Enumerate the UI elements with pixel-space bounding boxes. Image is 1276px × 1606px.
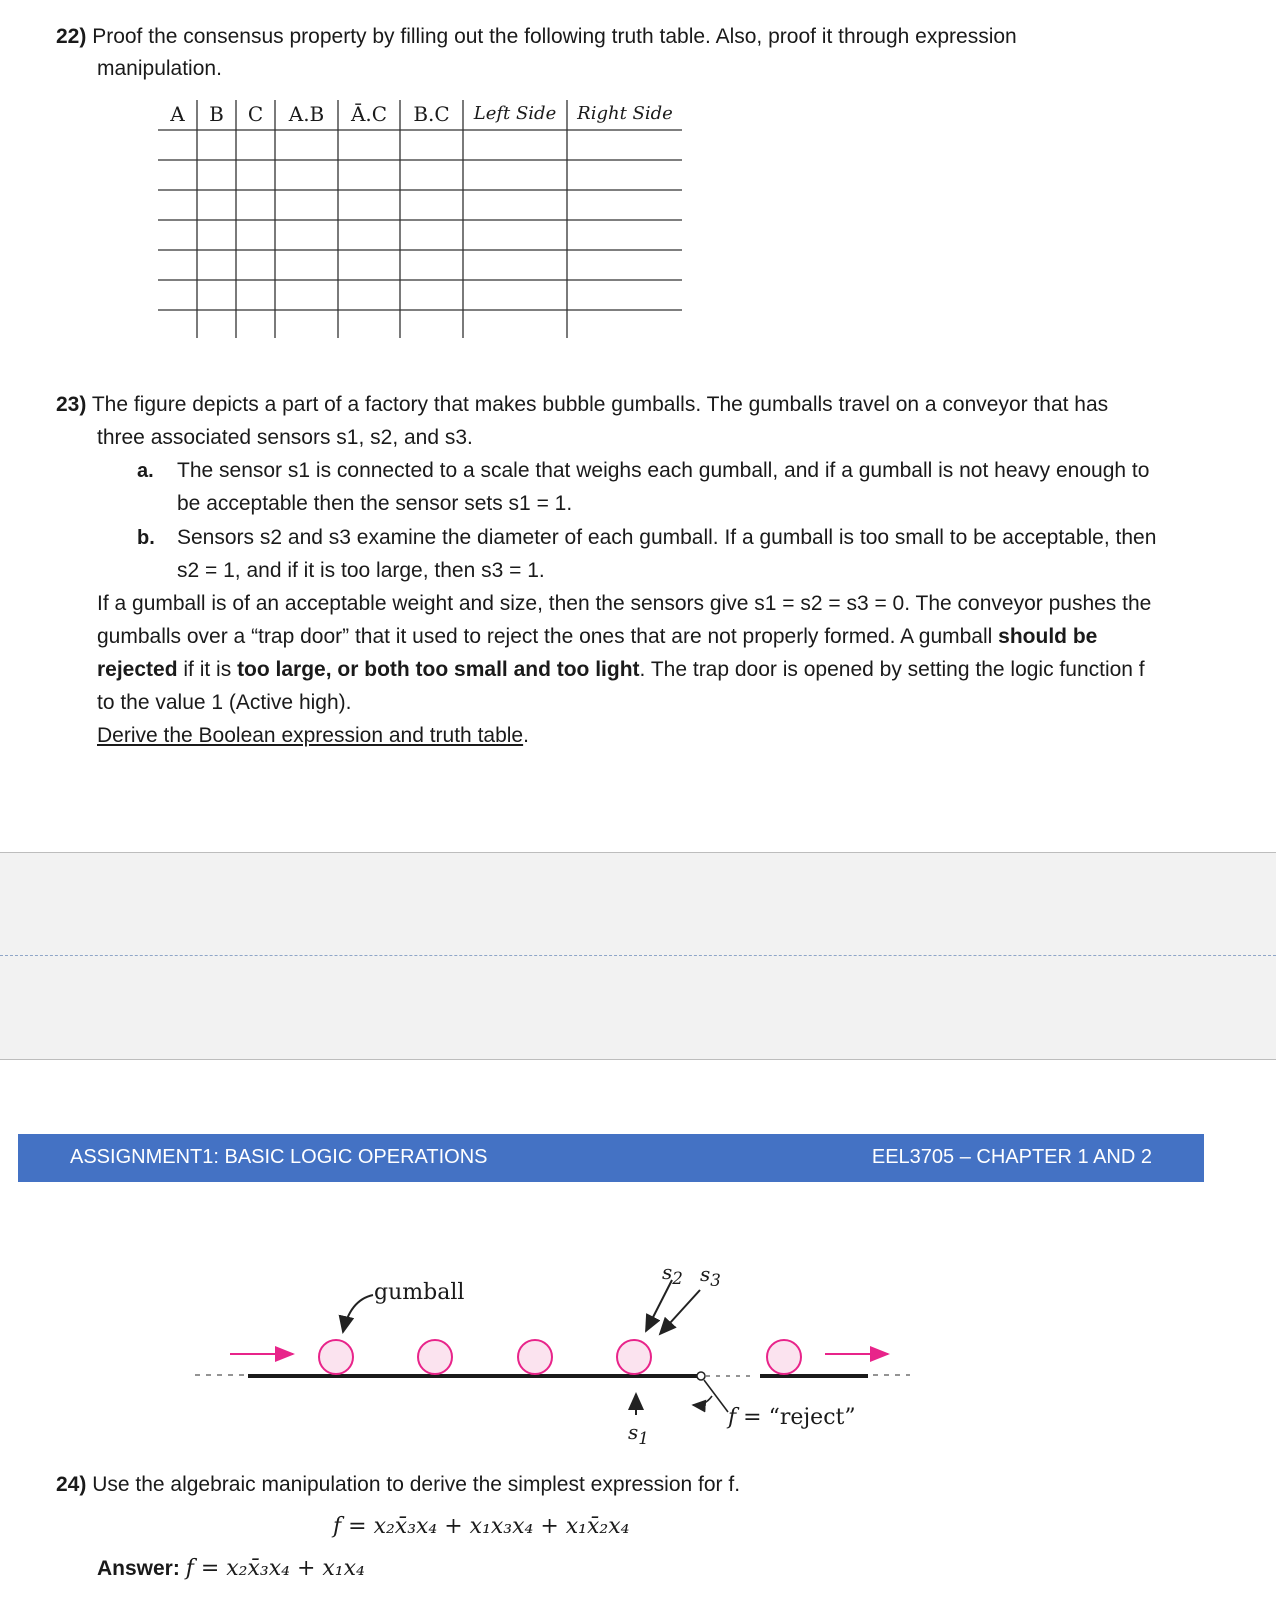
q23-derive-period: .	[523, 724, 529, 747]
page-header-banner	[18, 1134, 1204, 1182]
q23-para-line3-text-b: . The trap door is opened by setting the logic function f	[639, 658, 1145, 681]
q23-derive-instruction: Derive the Boolean expression and truth table	[97, 724, 524, 747]
q23-para-line3	[97, 653, 1217, 686]
q24-expression: f = x₂x̄₃x₄ + x₁x₃x₄ + x₁x̄₂x₄	[333, 1514, 630, 1539]
header-abar-c: Ā.C	[350, 102, 388, 126]
header-a: A	[170, 102, 185, 126]
s3-letter: s	[700, 1262, 711, 1286]
q23-para-line5	[97, 719, 1217, 752]
f-equals-reject: = “reject”	[736, 1405, 856, 1430]
q23-item-a-line2: be acceptable then the sensor sets s1 = 1.	[177, 492, 573, 515]
q23-text-1: The figure depicts a part of a factory that makes bubble gumballs. The gumballs travel on a conveyor that has	[91, 393, 1109, 416]
trap-door-hinge	[697, 1372, 705, 1380]
q23-line1	[56, 388, 1236, 421]
q23-rejected-bold: rejected	[97, 658, 178, 681]
answer-label: Answer:	[97, 1557, 180, 1580]
q24-line1	[56, 1468, 1236, 1501]
q23-para-line2-bold: should be	[998, 625, 1098, 648]
q23-para-line1: If a gumball is of an acceptable weight and size, then the sensors give s1 = s2 = s3 = 0. The conveyor pushes the	[97, 592, 1152, 615]
s1-letter: s	[628, 1420, 639, 1444]
header-ab: A.B	[288, 102, 325, 126]
header-bc: B.C	[413, 102, 450, 126]
f-letter: f	[728, 1405, 737, 1430]
banner-title: ASSIGNMENT1: BASIC LOGIC OPERATIONS	[70, 1146, 488, 1168]
q23-para-line4: to the value 1 (Active high).	[97, 691, 352, 714]
gumball-pointer	[343, 1295, 373, 1332]
q23-para-line2	[97, 620, 1217, 653]
page-break-band	[0, 852, 1276, 1060]
q23-condition-bold: too large, or both too small and too light	[237, 658, 640, 681]
q22-text-2: manipulation.	[97, 57, 222, 80]
gumball-5	[767, 1340, 801, 1374]
page-break-line	[0, 955, 1276, 956]
s3-sub: 3	[710, 1271, 721, 1290]
q23-item-b-line2: s2 = 1, and if it is too large, then s3 = 1.	[177, 559, 545, 582]
truth-table-grid	[0, 0, 1276, 350]
q24-number: 24)	[56, 1473, 87, 1496]
answer-expression: f = x₂x̄₃x₄ + x₁x₄	[185, 1556, 365, 1581]
q23-text-2: three associated sensors s1, s2, and s3.	[97, 426, 473, 449]
s3-label	[700, 1262, 721, 1290]
q23-item-a-label: a.	[137, 460, 154, 482]
q23-number: 23)	[56, 393, 87, 416]
gumball-3	[518, 1340, 552, 1374]
q23-item-a-line1: The sensor s1 is connected to a scale that weighs each gumball, and if a gumball is not heavy enough to	[177, 459, 1150, 482]
trap-door-swing	[693, 1396, 712, 1405]
q23-para-line2-text: gumballs over a “trap door” that it used to reject the ones that are not properly formed. A gumball	[97, 625, 999, 648]
q23-para-line3-text-a: if it is	[177, 658, 238, 681]
s2-sub: 2	[672, 1269, 683, 1288]
q24-text: Use the algebraic manipulation to derive the simplest expression for f.	[92, 1473, 741, 1496]
header-b: B	[209, 102, 224, 126]
q22-text-1: Proof the consensus property by filling out the following truth table. Also, proof it through expression	[92, 25, 1017, 48]
s2-label	[662, 1260, 683, 1288]
header-c: C	[247, 102, 264, 126]
banner-course: EEL3705 – CHAPTER 1 AND 2	[871, 1146, 1152, 1168]
gumball-1	[319, 1340, 353, 1374]
header-left-side: Left Side	[473, 103, 557, 124]
gumball-label: gumball	[374, 1280, 465, 1305]
q23-item-b-line1: Sensors s2 and s3 examine the diameter of each gumball. If a gumball is too small to be acceptable, then	[177, 526, 1157, 549]
gumball-4	[617, 1340, 651, 1374]
s1-label	[628, 1420, 649, 1448]
s1-sub: 1	[638, 1429, 649, 1448]
header-right-side: Right Side	[577, 103, 673, 124]
trap-door-flap	[704, 1380, 728, 1412]
q23-item-b-label: b.	[137, 527, 155, 549]
f-reject-label	[728, 1405, 856, 1430]
s3-arrow	[660, 1290, 700, 1334]
q24-answer	[97, 1556, 365, 1581]
s2-letter: s	[662, 1260, 673, 1284]
gumball-2	[418, 1340, 452, 1374]
q22-number: 22)	[56, 25, 87, 48]
